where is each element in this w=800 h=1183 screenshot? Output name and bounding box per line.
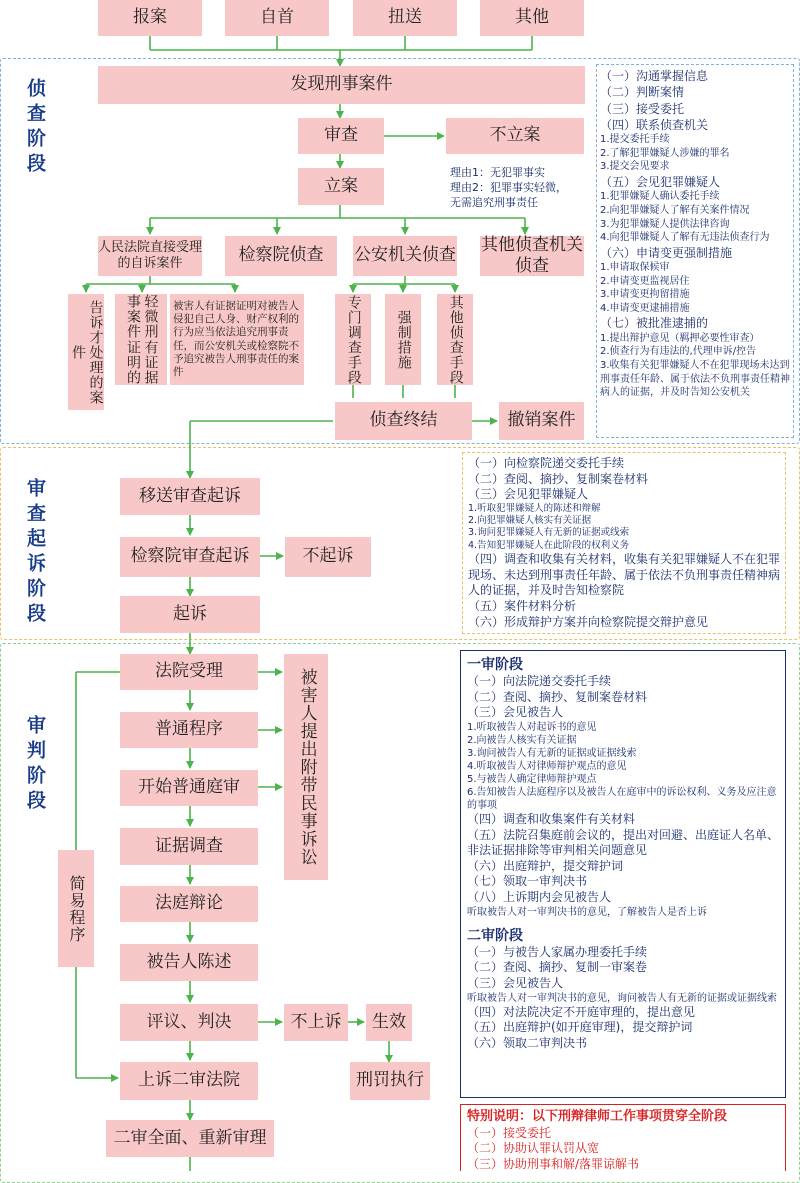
court-self-box: 人民法院直接受理的自诉案件: [98, 236, 202, 276]
source-escort: 扭送: [353, 0, 457, 36]
first-note-8: 6.告知被告人法庭程序以及被告人在庭审中的诉讼权利、义务及应注意的事项: [467, 786, 777, 811]
first-instance-title: 一审阶段: [467, 657, 523, 673]
investigation-notes: [596, 64, 794, 438]
reason-2: 理由2：犯罪事实轻微，: [450, 180, 567, 194]
inv-note-16: 4.申请变更逮捕措施: [600, 302, 690, 314]
inv-note-13: 1.申请取保候审: [600, 262, 670, 274]
evidence-investigation-box: 证据调查: [120, 828, 258, 865]
execution-box: 刑罚执行: [350, 1062, 430, 1100]
prosecute-box: 起诉: [120, 596, 260, 633]
inv-note-7: （五）会见犯罪嫌疑人: [600, 175, 721, 190]
no-prosecute-box: 不起诉: [285, 537, 371, 577]
appeal-box: 上诉二审法院: [120, 1062, 258, 1100]
first-note-3: 1.听取被告人对起诉书的意见: [467, 721, 597, 733]
source-other: 其他: [480, 0, 584, 36]
prosecution-notes: [462, 452, 786, 634]
inv-note-5: 2.了解犯罪嫌疑人涉嫌的罪名: [600, 147, 730, 159]
reason-3: 无需追究刑事责任: [450, 195, 538, 209]
first-note-11: （六）出庭辩护，提交辩护词: [467, 858, 624, 873]
court-debate-box: 法庭辩论: [120, 886, 258, 922]
first-note-7: 5.与被告人确定律师辩护观点: [467, 773, 597, 785]
inv-note-20: 3.收集有关犯罪嫌疑人不在犯罪现场未达到刑事责任年龄、属于依法不负刑事责任精神病人的证据，并及时告知公安机关: [600, 359, 790, 399]
pros-note-7: （四）调查和收集有关材料，收集有关犯罪嫌疑人不在犯罪现场、未达到刑事责任年龄、属于依法不负刑事责任精神病人的证据，并及时告知检察院: [468, 552, 781, 598]
pros-note-2: （三）会见犯罪嫌疑人: [468, 487, 589, 502]
evidence-proof-text: 有证据证明的: [125, 339, 159, 385]
cancel-case-box: 撤销案件: [499, 402, 584, 440]
inv-note-6: 3.提交会见要求: [600, 161, 670, 173]
special-item-1: （二）协助认罪认罚从宽: [467, 1141, 600, 1156]
police-box: 公安机关侦查: [353, 236, 457, 276]
first-note-10: （五）法院召集庭前会议的，提出对回避、出庭证人名单、非法证据排除等审判相关问题意见: [467, 827, 780, 858]
inv-note-18: 1.提出辩护意见（羁押必要性审查）: [600, 332, 760, 344]
verdict-box: 评议、判决: [120, 1004, 258, 1041]
first-note-1: （二）查阅、摘抄、复制案卷材料: [467, 689, 648, 704]
special-item-2: （三）协助刑事和解/落罪谅解书: [467, 1157, 640, 1171]
start-hearing-box: 开始普通庭审: [120, 770, 258, 806]
special-title: 特别说明：以下刑辩律师工作事项贯穿全阶段: [467, 1109, 728, 1124]
minor-case-text: 轻微刑事案件: [125, 294, 159, 340]
inv-note-0: （一）沟通掌握信息: [600, 69, 709, 83]
pros-note-9: （六）形成辩护方案并向检察院提交辩护意见: [468, 614, 709, 629]
second-note-4: （四）对法院决定不开庭审理的，提出意见: [467, 1004, 696, 1019]
procuratorate-review-box: 检察院审查起诉: [120, 537, 260, 577]
pros-note-0: （一）向检察院递交委托手续: [468, 456, 625, 470]
inv-note-14: 2.申请变更监视居住: [600, 275, 690, 287]
inv-note-15: 3.申请变更拘留措施: [600, 289, 690, 301]
first-note-0: （一）向法院递交委托手续: [467, 674, 612, 689]
simple-procedure-box: 简易程序: [58, 850, 94, 967]
first-note-6: 4.听取被告人对律师辩护观点的意见: [467, 760, 627, 772]
second-note-1: （二）查阅、摘抄、复制一审案卷: [467, 960, 648, 975]
second-note-3: 听取被告人对一审判决书的意见，询问被告人有无新的证据或证据线索: [467, 992, 777, 1004]
victim-case-box: 被害人有证据证明对被告人侵犯自己人身、财产权利的行为应当依法追究刑事责任，而公安机关或检察院不予追究被告人刑事责任的案件: [170, 294, 304, 385]
review-box: 审查: [298, 118, 384, 154]
transfer-review-box: 移送审查起诉: [120, 478, 260, 515]
first-note-9: （四）调查和收集案件有关材料: [467, 811, 636, 826]
inv-note-10: 3.为犯罪嫌疑人提供法律咨询: [600, 218, 730, 230]
procuratorate-box: 检察院侦查: [225, 236, 337, 276]
inv-note-2: （三）接受委托: [600, 101, 685, 116]
first-note-12: （七）领取一审判决书: [467, 874, 588, 889]
other-means-box: 其他侦查手段: [437, 294, 473, 385]
source-report: 报案: [98, 0, 202, 36]
first-note-5: 3.询问被告人有无新的证据或证据线索: [467, 747, 637, 759]
civil-suit-box: 被害人提出附带民事诉讼: [284, 654, 328, 880]
court-accept-box: 法院受理: [120, 654, 258, 690]
ordinary-procedure-box: 普通程序: [120, 712, 258, 748]
other-organ-box: 其他侦查机关侦查: [481, 234, 583, 276]
investigation-end-box: 侦查终结: [335, 402, 472, 440]
force-measures-box: 强制措施: [385, 294, 421, 385]
pros-note-5: 3.询问犯罪嫌疑人有无新的证据或线索: [468, 527, 630, 539]
second-note-0: （一）与被告人家属办理委托手续: [467, 944, 648, 959]
trial-stage-label: 审判阶段: [24, 715, 46, 815]
inv-note-3: （四）联系侦查机关: [600, 117, 709, 132]
pros-note-3: 1.听取犯罪嫌疑人的陈述和辩解: [468, 502, 601, 514]
inv-note-1: （二）判断案情: [600, 85, 685, 100]
inv-note-12: （六）申请变更强制措施: [600, 245, 733, 260]
special-means-box: 专门调查手段: [335, 294, 371, 385]
pros-note-8: （五）案件材料分析: [468, 598, 577, 613]
investigation-stage-label: 侦查阶段: [24, 78, 46, 178]
first-note-13: （八）上诉期内会见被告人: [467, 889, 612, 904]
first-note-4: 2.向被告人核实有关证据: [467, 734, 577, 746]
source-surrender: 自首: [225, 0, 329, 36]
inv-note-4: 1.提交委托手续: [600, 134, 670, 146]
effective-box: 生效: [366, 1004, 412, 1041]
no-appeal-box: 不上诉: [284, 1004, 348, 1041]
inv-note-8: 1.犯罪嫌疑人确认委托手续: [600, 191, 720, 203]
file-case-box: 立案: [298, 168, 384, 205]
inv-note-19: 2.侦查行为有违法的,代理申诉/控告: [600, 346, 757, 358]
minor-case-box: [115, 294, 167, 385]
second-review-box: 二审全面、重新审理: [106, 1120, 274, 1157]
complaint-case-box: 告诉才处理的案件: [68, 294, 104, 410]
inv-note-9: 2.向犯罪嫌疑人了解有关案件情况: [600, 204, 750, 216]
first-note-14: 听取被告人对一审判决书的意见，了解被告人是否上诉: [467, 906, 707, 918]
second-note-6: （六）领取二审判决书: [467, 1035, 588, 1050]
pros-note-4: 2.向犯罪嫌疑人核实有关证据: [468, 515, 592, 527]
special-notes: [460, 1104, 786, 1171]
prosecution-stage-label: 审查起诉阶段: [24, 478, 46, 628]
pros-note-1: （二）查阅、摘抄、复制案卷材料: [468, 471, 649, 486]
discover-case-box: 发现刑事案件: [98, 66, 585, 104]
second-note-2: （三）会见被告人: [467, 975, 564, 990]
no-case-box: 不立案: [446, 118, 584, 154]
defendant-statement-box: 被告人陈述: [120, 944, 258, 981]
second-instance-title: 二审阶段: [467, 927, 523, 944]
trial-notes: [460, 650, 786, 1098]
pros-note-6: 4.告知犯罪嫌疑人在此阶段的权利义务: [468, 539, 630, 551]
second-note-5: （五）出庭辩护(如开庭审理)，提交辩护词: [467, 1020, 693, 1035]
no-case-reasons: [450, 166, 600, 211]
reason-1: 理由1：无犯罪事实: [450, 166, 545, 179]
first-note-2: （三）会见被告人: [467, 705, 564, 720]
inv-note-11: 4.向犯罪嫌疑人了解有无违法侦查行为: [600, 232, 770, 244]
inv-note-17: （七）被批准逮捕的: [600, 316, 709, 331]
special-item-0: （一）接受委托: [467, 1125, 552, 1140]
